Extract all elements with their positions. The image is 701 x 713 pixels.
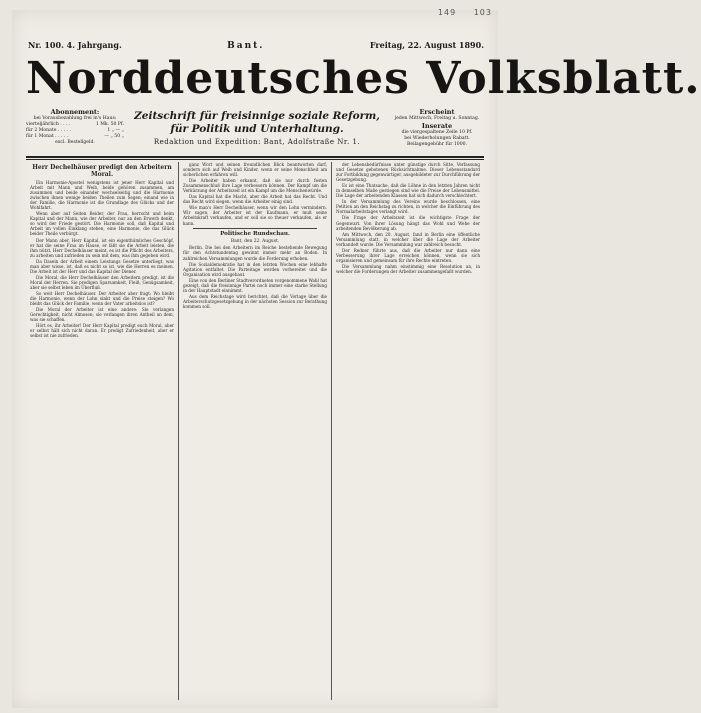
paragraph: Die Moral, die Herr Dechelhäuser den Arbeitern predigt, ist die Moral der Herren. Sie predigen Sparsamkeit, Fleiß, Genügsamkeit, aber sie selbst leben im Überfluß. (30, 274, 174, 290)
subscription-line1: bei Vorausbezahlung frei in's Haus: (33, 116, 117, 121)
paragraph: Eine von den Berliner Stadtverordneten vorgenommene Wahl hat gezeigt, daß die freisinnige Partei noch immer eine starke Stellung in der Hauptstadt einnimmt. (183, 277, 327, 293)
article-heading: Herr Dechelhäuser predigt den Arbeitern Moral. (32, 164, 172, 178)
paragraph: der Lebensbedürfnisse unter günstige durch Sitte, Verfassung und Gesetze gebotenen Rücksichtnahme. Dieser Lebensstandard zur Fortbildung gegenwärtiger, ausgebildeter zur Durchführung der Gesetzgebung. (336, 162, 480, 183)
paragraph: Wie man's Herr Dechelhäuser, wenn wir den Lohn vermindern. Wir sagen, der Arbeiter ist der Kaufmann, er muß seine Arbeitskraft verkaufen, und er soll sie so theuer verkaufen, als er kann. (183, 205, 327, 226)
column-2 (178, 162, 331, 700)
paragraph: Wenn aber auf Seiten Beider, der Frau, herrscht und beim Kapital und der Mann, wie der Arbeiter, nur an den Erwerb denkt, so wird der Friede gestört. Die Harmonie soll, daß Kapital und Arbeit im vollen Einklang stehen, eine Harmonie, die das Glück beider Theile verbürgt. (30, 211, 174, 237)
paragraph: Hört es, ihr Arbeiter! Der Herr Kapital predigt euch Moral, aber er selbst hält sich nicht daran. Er predigt Zufriedenheit, aber er selbst ist nie zufrieden. (30, 323, 174, 339)
appearance-line4: Beilagengebühr für 1000. (406, 142, 468, 147)
column-2-body-2 (183, 245, 327, 309)
subscription-line2: excl. Bestellgeld. (55, 140, 95, 145)
masthead-title: Norddeutsches Volksblatt. (26, 53, 701, 104)
paragraph: Die Versammlung nahm einstimmig eine Resolution an, in welcher die Forderungen der Arbeiter zusammengefaßt wurden. (336, 263, 480, 274)
paragraph: Ein Harmonie-Apostel wenigstens ist jener Herr Kapital und Arbeit mit Mann und Weib, beide gehören zusammen, am zusammen und beide einander wechselseitig und die Harmonie zwischen ihnen wenige beiden Theilen zum Segen; einand wie in der Familie, die Harmonie ist die Grundlage des Glücks und der Wohlfahrt. (30, 180, 174, 211)
appearance-line3: bei Wiederholungen Rabatt. (404, 136, 470, 141)
article-columns (26, 162, 484, 700)
appearance-heading: Erscheint (419, 108, 455, 116)
appearance-line1: jeden Mittwoch, Freitag u. Sonntag. (394, 116, 480, 121)
header-rule-thin (26, 159, 484, 160)
paragraph: Der Mann aber, Herr Kapital, ist ein eigenthümliches Geschöpf, er hat die seine Frau im Hause, er läßt sie die Arbeit leisten, die ihm nützt. Herr Dechelhäuser meint, es ist die Pflicht des Arbeiters, zu arbeiten und zufrieden zu sein mit dem, was ihm gegeben wird. (30, 237, 174, 258)
column-3 (331, 162, 484, 700)
subtitle-line2: für Politik und Unterhaltung. (170, 123, 344, 135)
column-3-body (336, 162, 480, 274)
paragraph: Die Frage der Arbeitszeit ist die wichtigste Frage der Gegenwart. Von ihrer Lösung hängt das Wohl und Wehe der arbeitenden Bevölkerung ab. (336, 215, 480, 231)
subscription-row-label: für 2 Monate . . . . . (26, 128, 72, 133)
paragraph: Die Arbeiter haben erkannt, daß sie nur durch festen Zusammenschluß ihre Lage verbessern können. Der Kampf um die Verkürzung der Arbeitszeit ist ein Kampf um die Menschenwürde. (183, 178, 327, 194)
paragraph: Aus dem Reichstage wird berichtet, daß die Vorlage über die Arbeiterschutzgesetzgebung in der nächsten Session zur Berathung kommen soll. (183, 293, 327, 309)
appearance-line2: die viergespaltene Zeile 10 Pf. (401, 130, 473, 135)
paragraph: Der Redner führte aus, daß die Arbeiter nur dann eine Verbesserung ihrer Lage erreichen können, wenn sie sich organisieren und gemeinsam für ihre Rechte eintreten. (336, 247, 480, 263)
subscription-box (26, 108, 124, 146)
paragraph: Berlin. Die bei den Arbeitern im Reiche bestehende Bewegung für den Achtstundentag gewinnt immer mehr an Boden. In zahlreichen Versammlungen wurde die Forderung erhoben. (183, 245, 327, 261)
subscription-row-value: — „ 50 „ (104, 134, 124, 139)
column-1 (26, 162, 178, 700)
archive-mark-1: 149 (437, 8, 457, 17)
subscription-row-label: vierteljährlich . . . . (26, 122, 71, 127)
column-2-body (183, 162, 327, 226)
editorial-address: Redaktion und Expedition: Bant, Adolfstraße Nr. 1. (153, 138, 361, 146)
paragraph: Das Kapital hat die Macht, aber die Arbeit hat das Recht. Und das Recht wird siegen, wenn die Arbeiter einig sind. (183, 194, 327, 205)
subscription-row-value: 1 „ — „ (107, 128, 124, 133)
issue-date: Freitag, 22. August 1890. (369, 40, 484, 50)
header-info (26, 108, 484, 160)
issue-place: Bant. (227, 41, 265, 51)
inserate-heading: Inserate (421, 122, 453, 130)
paragraph: Da Dasein der Arbeit einem Leistungs Gesetze unterliegt, was man aber wisse, ist, daß es nicht so ist, wie die Herren es meinen. Die Arbeit ist der Herr und das Kapital der Diener. (30, 258, 174, 274)
header-rule (26, 156, 484, 158)
paragraph: Am Mittwoch, den 20. August, fand in Berlin eine öffentliche Versammlung statt, in welcher über die Lage der Arbeiter verhandelt wurde. Die Versammlung war zahlreich besucht. (336, 231, 480, 247)
subscription-row-value: 1 Mk. 50 Pf. (95, 122, 124, 127)
subtitle-line1: Zeitschrift für freisinnige soziale Reform, (134, 110, 380, 122)
newspaper-page (12, 8, 701, 708)
subtitle (126, 110, 388, 136)
section-heading: Politische Rundschau. (220, 231, 290, 238)
paragraph: Es ist eine Thatsache, daß die Löhne in den letzten Jahren nicht in demselben Maße gestiegen sind wie die Preise der Lebensmittel. Die Lage der arbeitenden Klassen hat sich dadurch verschlechtert. (336, 183, 480, 199)
archive-mark-2: 103 (473, 8, 492, 17)
paragraph: Die Sozialdemokratie hat in den letzten Wochen eine lebhafte Agitation entfaltet. Die Parteitage werden vorbereitet und die Organisation wird ausgebaut. (183, 261, 327, 277)
archive-marks (424, 8, 492, 17)
subscription-row-label: für 1 Monat . . . . . (26, 134, 69, 139)
paragraph: Die Moral der Arbeiter ist eine andere: Sie verlangen Gerechtigkeit, nicht Almosen; sie verlangen ihren Antheil an dem, was sie schaffen. (30, 307, 174, 323)
subscription-heading: Abonnement: (50, 108, 100, 116)
paragraph: ganz Wort und seinen freundlichen Blick beantworten darf, sondern sich auf Weib und Kinder, wenn er seine Menschheit am sicherlichen erfahren will. (183, 162, 327, 178)
paragraph: So weit Herr Dechelhäuser. Der Arbeiter aber fragt: Wo bleibt die Harmonie, wenn der Lohn sinkt und die Preise steigen? Wo bleibt das Glück der Familie, wenn der Vater arbeitslos ist? (30, 290, 174, 307)
appearance-box (390, 108, 484, 148)
paragraph: In der Versammlung des Vereins wurde beschlossen, eine Petition an den Reichstag zu richten, in welcher die Einführung des Normalarbeitstages verlangt wird. (336, 199, 480, 215)
column-1-body (30, 180, 174, 338)
dateline: Bant, den 22. August. (230, 239, 280, 245)
section-divider (193, 228, 317, 229)
issue-number: Nr. 100. 4. Jahrgang. (28, 40, 122, 50)
